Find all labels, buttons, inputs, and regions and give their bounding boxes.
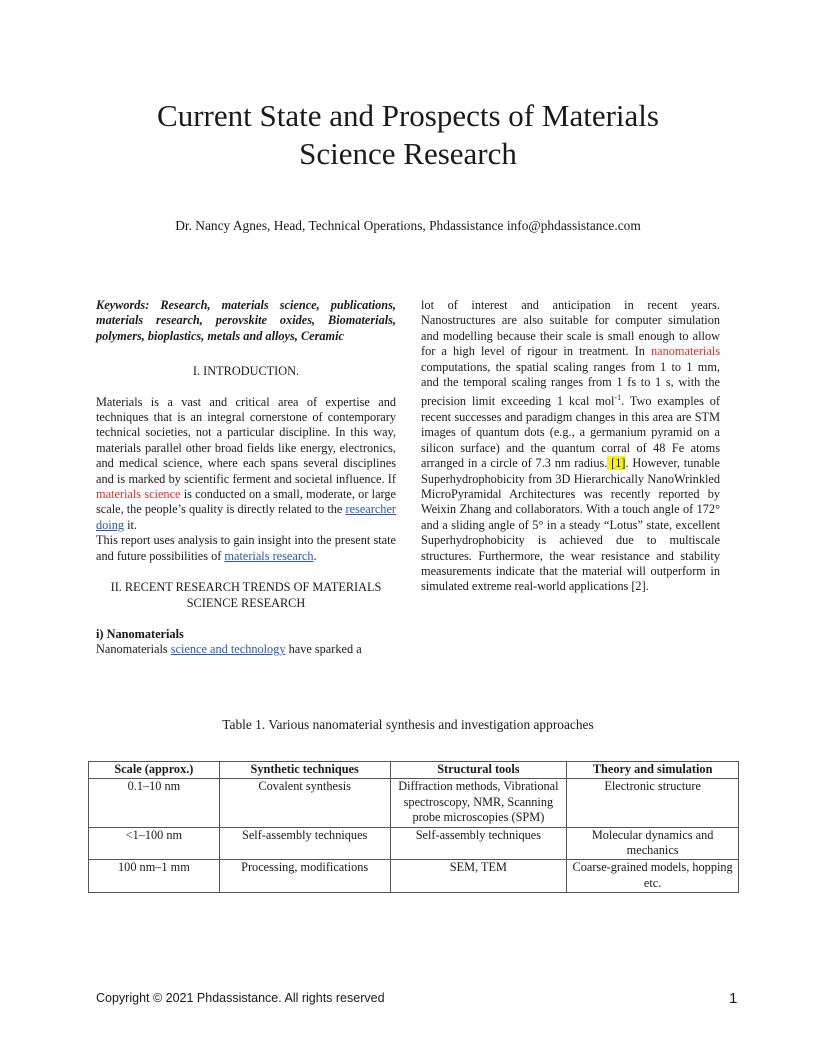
table-cell: Diffraction methods, Vibrational spectroscopy, NMR, Scanning probe microscopies (SPM) — [390, 779, 567, 827]
header-scale: Scale (approx.) — [89, 762, 220, 779]
table-row — [89, 827, 739, 860]
right-column-paragraph: lot of interest and anticipation in recent years. Nanostructures are also suitable for computer simulation and modelling because their scale is small enough to allow for a high level of rigour in treatment. In nanomaterials computations, the spatial scaling ranges from 1 to 1 mm, and the temporal scaling ranges from 1 fs to 1 s, with the precision limit exceeding 1 kcal mol$^{-1}$. Two examples of recent successes and paradigm changes in this area are STM images of quantum dots (e.g., a germanium pyramid on a silicon surface) and the quantum corral of 48 Fe atoms arranged in a circle of 7.3 nm radius. [1]. However, tunable Superhydrophobicity from 3D Hierarchically NanoWrinkled MicroPyramidal Architectures was recently reported by Weixin Zhang and collaborators. With a touch angle of 172° and a sliding angle of 5° in a steady “Lotus” state, excellent Superhydrophobicity is achieved due to multiscale structures. Furthermore, the wear resistance and stability measurements indicate that the material will outperform in simulated extreme real-world applications [2]. — [421, 298, 721, 594]
intro-paragraph-1: Materials is a vast and critical area of expertise and techniques that is an integral cornerstone of contemporary technical societies, not a particular discipline. In this way, materials parallel other broad fields like energy, electronics, and medical science, where each spans several disciplines and is marked by scientific ferment and societal influence. If materials science is conducted on a small, moderate, or large scale, the people’s quality is directly related to the researcher doing it. — [96, 394, 397, 532]
table-row — [89, 779, 739, 827]
red-term-nanomaterials: nanomaterials — [651, 344, 720, 359]
header-structural-tools: Structural tools — [390, 762, 567, 779]
superscript-minus-one: -1 — [614, 393, 622, 403]
table-row — [89, 860, 739, 893]
researcher-doing-link[interactable]: researcher doing — [96, 502, 396, 532]
header-synthetic-techniques: Synthetic techniques — [219, 762, 390, 779]
table-cell: 100 nm–1 mm — [89, 860, 220, 893]
table-cell: Covalent synthesis — [219, 779, 390, 827]
table-header-row — [89, 762, 739, 779]
table-cell: Electronic structure — [567, 779, 739, 827]
intro-paragraph-2: This report uses analysis to gain insight into the present state and future possibilities of materials research. — [96, 533, 396, 563]
table-cell: Molecular dynamics and mechanics — [567, 827, 739, 860]
keywords: Keywords: Research, materials science, publications, materials research, perovskite oxides, Biomaterials, polymers, bioplastics, metals and alloys, Ceramic — [96, 298, 396, 343]
title-line-1: Current State and Prospects of Materials — [157, 98, 659, 133]
intro-heading: I. INTRODUCTION. — [192, 364, 300, 379]
citation-1-highlight: [1] — [607, 456, 626, 471]
table-cell: Self-assembly techniques — [219, 827, 390, 860]
red-term-materials-science: materials science — [96, 487, 181, 502]
author-line: Dr. Nancy Agnes, Head, Technical Operations, Phdassistance info@phdassistance.com — [175, 218, 641, 233]
table-cell: Coarse-grained models, hopping etc. — [567, 860, 739, 893]
header-theory-simulation: Theory and simulation — [567, 762, 739, 779]
table-cell: Processing, modifications — [219, 860, 390, 893]
science-and-technology-link[interactable]: science and technology — [170, 642, 286, 657]
paper-title — [0, 97, 816, 173]
page-number: 1 — [729, 990, 738, 1007]
copyright-footer: Copyright © 2021 Phdassistance. All rights reserved — [96, 991, 385, 1005]
nanomaterials-paragraph: Nanomaterials science and technology have sparked a — [96, 642, 362, 657]
title-line-2: Science Research — [299, 136, 517, 171]
nanomaterials-heading: i) Nanomaterials — [96, 626, 184, 641]
recent-research-heading: II. RECENT RESEARCH TRENDS OF MATERIALS SCIENCE RESEARCH — [110, 580, 382, 610]
table-cell: Self-assembly techniques — [390, 827, 567, 860]
table-caption: Table 1. Various nanomaterial synthesis and investigation approaches — [222, 717, 594, 732]
table-cell: 0.1–10 nm — [89, 779, 220, 827]
synthesis-approaches-table — [88, 761, 739, 893]
left-column — [96, 298, 396, 658]
table-cell: SEM, TEM — [390, 860, 567, 893]
table-cell: <1–100 nm — [89, 827, 220, 860]
right-column — [421, 298, 720, 595]
materials-research-link[interactable]: materials research — [224, 548, 314, 563]
